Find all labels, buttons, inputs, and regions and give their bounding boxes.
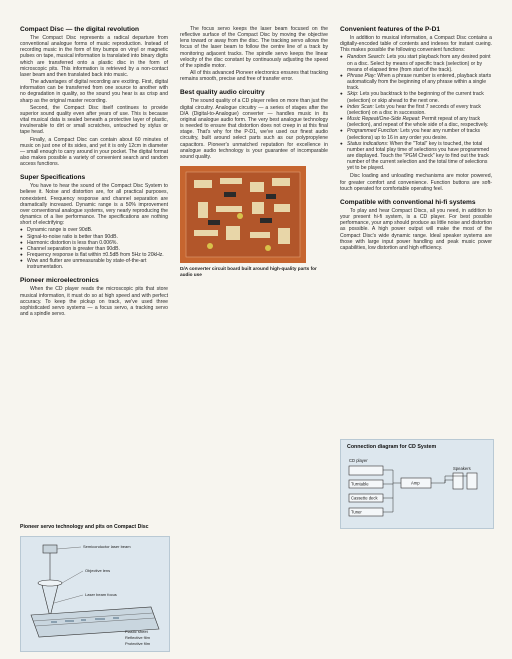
label-plastic-sheet: Plastic sheet xyxy=(125,629,148,634)
feature-list xyxy=(340,54,492,171)
leader-line xyxy=(62,571,83,583)
pit xyxy=(81,619,86,621)
label-protective-film: Protective film xyxy=(125,641,151,646)
label-laser: Semiconductor laser beam xyxy=(83,544,131,549)
circuit-board-svg xyxy=(180,166,306,263)
pit xyxy=(95,618,105,620)
feature-text: Lets you hear any number of tracks (selections) up to 16 in any order you desire. xyxy=(347,128,481,141)
label-reflective-film: Reflective film xyxy=(125,635,150,640)
feature-text: Permit repeat of any track (selection), and repeat of the whole side of a disc, respectively. xyxy=(347,116,489,129)
objective-lens-shape xyxy=(38,580,62,586)
cd-player-shape xyxy=(349,466,383,475)
connection-diagram-svg xyxy=(341,440,493,528)
paragraph: You have to hear the sound of the Compact Disc System to believe it. Noise and distortion are, for all practical purposes, nonexistent. Frequency response and channel separation are dramatically increased. Dynamic range is a 50% improvement over conventional analogue systems, very nearly reproducing the dynamics of a live performance. The specifications are nothing short of electrifying: xyxy=(20,183,168,227)
leader-line xyxy=(57,547,81,549)
feature-item xyxy=(340,128,492,140)
servo-diagram xyxy=(20,536,170,652)
photo-caption: D/A converter circuit board built around high-quality parts for audio use xyxy=(180,265,317,277)
spec-item: ● Dynamic range is over 90dB. xyxy=(20,227,168,233)
label-turntable: Turntable xyxy=(351,481,369,487)
feature-name: Index Scan: xyxy=(347,103,374,110)
label-cassette-deck: Cassette deck xyxy=(351,495,378,501)
feature-name: Music Repeat/One-Side Repeat: xyxy=(347,116,421,123)
feature-name: Status indications: xyxy=(347,140,389,147)
section-title-specifications: Super Specifications xyxy=(20,174,86,182)
feature-item xyxy=(340,91,492,103)
paragraph: The focus servo keeps the laser beam focused on the reflective surface of the Compact Disc by moving the objective lens toward or away from the disc. The tracking servo allows the focus of the laser beam to follow the centre line of a track by monitoring adjacent tracks. The spindle servo keeps the linear velocity of the disc constant by continuously adjusting the speed of the spindle motor. xyxy=(180,26,328,69)
column-right xyxy=(340,26,492,252)
feature-text: Lets you backtrack to the beginning of the current track (selection) or skip ahead to the next one. xyxy=(347,91,484,104)
paragraph: To play and hear Compact Discs, all you need, in addition to your present hi-fi system, is a CD player. For best possible performance, your amp should produce as little noise and distortion as possible. A high power output will make the most of the Compact Disc's wide dynamic range. Ideal speaker systems are those with large input power handling and peak music power capabilities, low distortion and high efficiency. xyxy=(340,207,492,251)
section-title-audio-circuitry: Best quality audio circuitry xyxy=(180,89,265,97)
spec-item: ● Channel separation is greater than 90dB. xyxy=(20,246,168,252)
servo-diagram-caption: Pioneer servo technology and pits on Compact Disc xyxy=(20,524,149,530)
paragraph: Second, the Compact Disc itself continues to provide superior sound quality even after years of use. This is because vital musical data is sealed beneath a protective layer of plastic, invulnerable to dirt or small scratches, untouched by stylus or tape head. xyxy=(20,104,168,136)
connection-diagram-caption: Connection diagram for CD System xyxy=(347,444,437,450)
connection-diagram xyxy=(340,439,494,529)
servo-diagram-svg xyxy=(21,537,169,651)
feature-name: Programmed Function: xyxy=(347,128,399,135)
laser-unit-shape xyxy=(43,545,57,553)
paragraph: Finally, a Compact Disc can contain about 60 minutes of music on just one of its sides, and yet it is only 12cm in diameter — small enough to carry around in your pocket. The digital format also makes possible a variety of convenient search and random access functions. xyxy=(20,136,168,168)
speaker-right-shape xyxy=(467,473,477,489)
pit xyxy=(113,617,119,619)
feature-text: When a phrase number is entered, playback starts automatically from the beginning of any phrase within a single track. xyxy=(347,72,492,92)
column-left xyxy=(20,26,168,318)
label-objective-lens: Objective lens xyxy=(85,568,111,573)
paragraph: In addition to musical information, a Compact Disc contains a digitally-encoded table of contents and indexes for instant cueing. This makes possible the following convenient functions: xyxy=(340,35,492,54)
label-tuner: Tuner xyxy=(351,509,362,515)
feature-name: Phrase Play: xyxy=(347,72,376,79)
spec-list xyxy=(20,227,168,270)
feature-name: Skip: xyxy=(347,91,359,98)
spec-item: ● Frequency response is flat within ±0.5dB from 5Hz to 20kHz. xyxy=(20,252,168,258)
feature-text: When the "Total" key is touched, the total number and total play time of selections you have programmed are displayed. Touch the "PGM Check" key to find out the track number of the current selection and the total time of selections yet to be played. xyxy=(347,140,490,172)
label-cd-player: CD player xyxy=(349,458,368,463)
paragraph: When the CD player reads the microscopic pits that store musical information, it must do so at high speed and with perfect accuracy. To keep the pickup on track, we've used three sophisticated servo systems — a focus servo, a tracking servo and a spindle servo. xyxy=(20,286,168,318)
pit xyxy=(51,621,57,623)
feature-name: Random Search: xyxy=(347,54,386,61)
label-speakers: Speakers xyxy=(453,466,471,471)
label-beam-focus: Laser beam focus xyxy=(85,592,117,597)
column-middle xyxy=(180,26,328,277)
pit xyxy=(65,620,74,622)
beam-cone xyxy=(42,585,58,617)
feature-item xyxy=(340,73,492,91)
section-title-microelectronics: Pioneer microelectronics xyxy=(20,277,99,285)
feature-item xyxy=(340,54,492,72)
label-amp: Amp xyxy=(411,480,420,486)
spec-item: ● Harmonic distortion is less than 0.006%. xyxy=(20,240,168,246)
paragraph: All of this advanced Pioneer electronics ensures that tracking remains smooth, precise and free of transfer error. xyxy=(180,70,328,83)
feature-item xyxy=(340,116,492,128)
feature-text: Lets you start playback from any desired point on a disc. Select by means of specific track (selection) or by means of elapsed time (from start of the track). xyxy=(347,54,491,73)
section-title-compatibility: Compatible with conventional hi-fi systems xyxy=(340,198,476,206)
leader-line xyxy=(54,595,83,603)
section-title-cd-revolution: Compact Disc — the digital revolution xyxy=(20,26,140,33)
paragraph: The sound quality of a CD player relies on more than just the digital circuitry. Analogue circuitry — a series of stages after the D/A (Digital-to-Analogue) converter — handles music in its original analogue audio form. The very best analogue technology is needed to ensure that distortion does not creep in at this final stage. That's why for the P-D1, we've used our finest audio circuitry, built around select parts such as our polypropylene capacitors. Pioneer's unmatched reputation for excellence in analogue audio technology is your guarantee of incomparable sound quality. xyxy=(180,98,328,160)
feature-text: Lets you hear the first 7 seconds of every track (selection) on a disc in succession. xyxy=(347,103,481,116)
section-title-features: Convenient features of the P-D1 xyxy=(340,26,441,33)
spec-item: ● Signal-to-noise ratio is better than 90dB. xyxy=(20,234,168,240)
feature-item xyxy=(340,104,492,116)
paragraph: Disc loading and unloading mechanisms are motor powered, for greater comfort and convenience. Function buttons are soft-touch operated for comfortable operating feel. xyxy=(340,173,492,192)
paragraph: The advantages of digital recording are exciting. First, digital information can be transferred from one source to another with no degradation in quality, so the sound you hear is as crisp and sharp as the original master recording. xyxy=(20,79,168,104)
feature-item xyxy=(340,141,492,172)
paragraph: The Compact Disc represents a radical departure from conventional analogue forms of music reproduction. Instead of recording music in the form of tiny bumps on vinyl or magnetic pulses on tape, musical information is translated into binary digits which are transferred onto a plastic disc in the form of microscopic pits. This information is retrieved by a non-contact laser beam and then translated back into music. xyxy=(20,35,168,78)
spec-item: ● Wow and flutter are unmeasurable by state-of-the-art instrumentation. xyxy=(20,258,168,270)
circuit-board-photo xyxy=(180,166,306,263)
speaker-left-shape xyxy=(453,473,463,489)
